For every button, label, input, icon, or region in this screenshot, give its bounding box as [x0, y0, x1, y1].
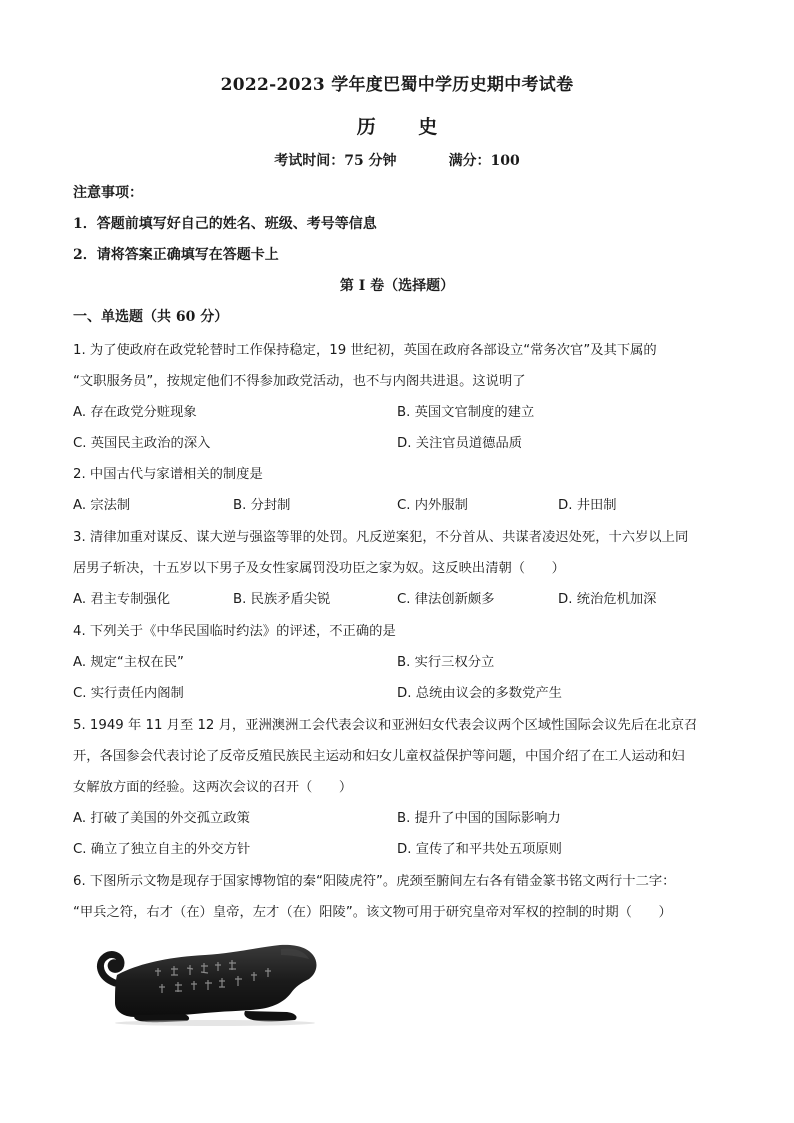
section-title: 第 I 卷（选择题） — [339, 278, 455, 294]
q5-option-c: C. 确立了独立自主的外交方针 — [73, 842, 251, 857]
q2-option-d: D. 井田制 — [558, 498, 617, 513]
question-3-text: 3. 清律加重对谋反、谋大逆与强盗等罪的处罚。凡反逆案犯，不分首从、共谋者凌迟处死，十六岁以上同 — [73, 530, 689, 545]
q5-option-a: A. 打破了美国的外交孤立政策 — [73, 811, 250, 826]
q5-option-b: B. 提升了中国的国际影响力 — [397, 811, 561, 826]
q3-option-d: D. 统治危机加深 — [558, 592, 657, 607]
tiger-tally-image — [95, 935, 325, 1027]
q2-option-c: C. 内外服制 — [397, 498, 468, 513]
q4-option-a: A. 规定“主权在民” — [73, 655, 184, 670]
question-5-text: 女解放方面的经验。这两次会议的召开（ ） — [73, 780, 353, 795]
exam-meta — [0, 150, 794, 170]
question-6-text: 6. 下图所示文物是现存于国家博物馆的秦“阳陵虎符”。虎颈至腑间左右各有错金篆书铭文两行十二字： — [73, 874, 676, 889]
subject-title: 历 史 — [356, 116, 456, 138]
exam-time: 考试时间：75 分钟 — [274, 153, 397, 169]
question-3-text: 居男子斩决，十五岁以下男子及女性家属罚没功臣之家为奴。这反映出清朝（ ） — [73, 561, 565, 576]
question-2-text: 2. 中国古代与家谱相关的制度是 — [73, 467, 263, 482]
q1-option-c: C. 英国民主政治的深入 — [73, 436, 211, 451]
q2-option-b: B. 分封制 — [233, 498, 291, 513]
q2-option-a: A. 宗法制 — [73, 498, 131, 513]
exam-title: 2022-2023 学年度巴蜀中学历史期中考试卷 — [220, 75, 574, 95]
question-5-text: 5. 1949 年 11 月至 12 月，亚洲澳洲工会代表会议和亚洲妇女代表会议两个区域性国际会议先后在北京召 — [73, 718, 698, 733]
q1-option-a: A. 存在政党分赃现象 — [73, 405, 197, 420]
note-item: 2．请将答案正确填写在答题卡上 — [73, 247, 279, 263]
q3-option-a: A. 君主专制强化 — [73, 592, 171, 607]
question-4-text: 4. 下列关于《中华民国临时约法》的评述，不正确的是 — [73, 624, 396, 639]
q5-option-d: D. 宣传了和平共处五项原则 — [397, 842, 562, 857]
exam-score: 满分：100 — [448, 153, 520, 169]
q4-option-c: C. 实行责任内阁制 — [73, 686, 184, 701]
q3-option-c: C. 律法创新颇多 — [397, 592, 495, 607]
part-title: 一、单选题（共 60 分） — [73, 309, 229, 325]
q3-option-b: B. 民族矛盾尖锐 — [233, 592, 331, 607]
question-5-text: 开，各国参会代表讨论了反帝反殖民族民主运动和妇女儿童权益保护等问题，中国介绍了在工人运动和妇 — [73, 749, 685, 764]
question-1-text: 1. 为了使政府在政党轮替时工作保持稳定，19 世纪初，英国在政府各部设立“常务次官”及其下属的 — [73, 343, 657, 358]
question-6-text: “甲兵之符，右才（在）皇帝，左才（在）阳陵”。该文物可用于研究皇帝对军权的控制的时期（ ） — [73, 905, 672, 920]
q1-option-d: D. 关注官员道德品质 — [397, 436, 523, 451]
q4-option-b: B. 实行三权分立 — [397, 655, 495, 670]
note-item: 1．答题前填写好自己的姓名、班级、考号等信息 — [73, 216, 377, 232]
q4-option-d: D. 总统由议会的多数党产生 — [397, 686, 562, 701]
notes-heading: 注意事项： — [73, 185, 143, 201]
q1-option-b: B. 英国文官制度的建立 — [397, 405, 535, 420]
question-1-text: “文职服务员”，按规定他们不得参加政党活动，也不与内阁共进退。这说明了 — [73, 374, 526, 389]
